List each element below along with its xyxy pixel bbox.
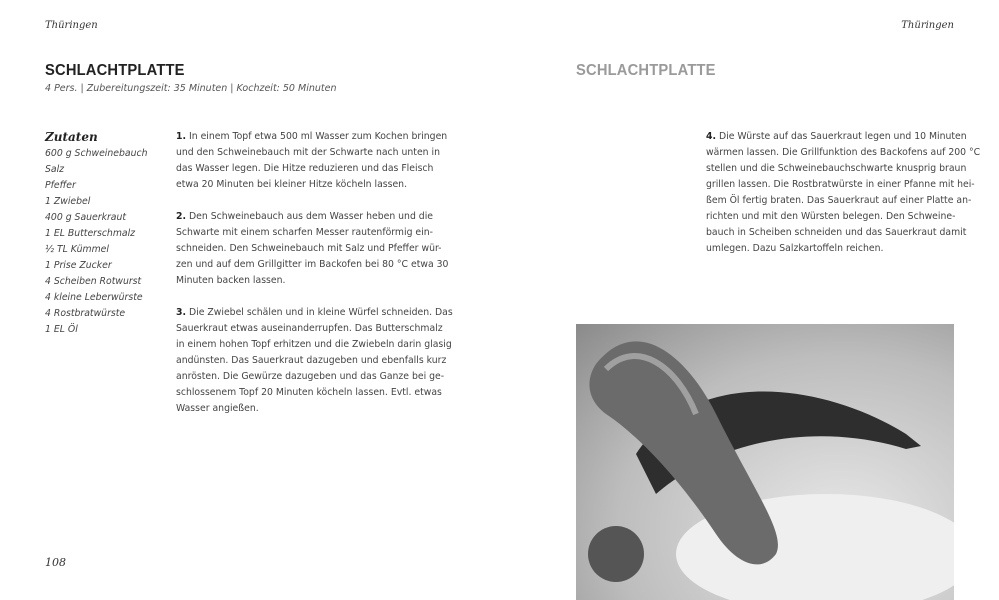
step-text: Den Schweinebauch aus dem Wasser heben und die	[188, 211, 434, 222]
ingredient-item: Salz	[45, 164, 65, 175]
ingredient-item: 1 Prise Zucker	[45, 260, 112, 271]
step-line	[706, 241, 954, 257]
step-line	[176, 161, 434, 177]
step-line	[176, 241, 442, 257]
ingredient-item: ½ TL Kümmel	[45, 244, 109, 255]
step-text: anrösten. Die Gewürze dazugeben und das Ganze bei ge-	[176, 371, 445, 382]
step-text: andünsten. Das Sauerkraut dazugeben und ebenfalls kurz	[176, 355, 447, 366]
ingredients-list	[45, 128, 165, 338]
ingredient-item: 1 EL Butterschmalz	[45, 228, 136, 239]
running-head-right: Thüringen	[901, 20, 954, 31]
ingredient-item: 1 EL Öl	[45, 324, 78, 335]
running-head-left: Thüringen	[45, 20, 98, 31]
step-line	[176, 225, 433, 241]
step-text: umlegen. Dazu Salzkartoffeln reichen.	[706, 243, 884, 254]
ingredient-item: 600 g Schweinebauch	[45, 148, 148, 159]
step-text: wärmen lassen. Die Grillfunktion des Backofens auf 200 °C	[706, 147, 981, 158]
step-line	[176, 385, 442, 401]
step-number: 1.	[176, 131, 187, 142]
step-number: 3.	[176, 307, 187, 318]
step-line	[176, 305, 453, 321]
steps-left	[176, 129, 453, 433]
step-text: in einem hohen Topf erhitzen und die Zwiebeln darin glasig	[176, 339, 452, 350]
step-line	[176, 129, 448, 145]
step-line	[176, 401, 424, 417]
step-text: schlossenem Topf 20 Minuten köcheln lassen. Evtl. etwas	[176, 387, 442, 398]
step-text: richten und mit den Würsten belegen. Den Schweine-	[706, 211, 956, 222]
step-text: Die Zwiebel schälen und in kleine Würfel schneiden. Das	[188, 307, 453, 318]
step-text: etwa 20 Minuten bei kleiner Hitze köcheln lassen.	[176, 179, 408, 190]
step-line	[176, 257, 449, 273]
step-paragraph	[176, 129, 448, 193]
step-text: und den Schweinebauch mit der Schwarte nach unten in	[176, 147, 440, 158]
step-text: bauch in Scheiben schneiden und das Sauerkraut damit	[706, 227, 967, 238]
step-number: 2.	[176, 211, 187, 222]
sausage-photo	[576, 324, 954, 600]
step-line	[176, 209, 434, 225]
ingredients-heading: Zutaten	[45, 130, 98, 144]
step-line	[706, 161, 967, 177]
step-line	[706, 129, 967, 145]
ingredient-item: 4 kleine Leberwürste	[45, 292, 143, 303]
step-line	[176, 353, 447, 369]
step-text: stellen und die Schweinebauchschwarte knusprig braun	[706, 163, 967, 174]
step-line	[706, 193, 972, 209]
step-paragraph	[176, 209, 449, 289]
step-text: Die Würste auf das Sauerkraut legen und 10 Minuten	[718, 131, 967, 142]
step-line	[706, 225, 967, 241]
recipe-title-right: SCHLACHTPLATTE	[576, 62, 716, 79]
step-text: Wasser angießen.	[176, 403, 259, 414]
step-line	[706, 145, 981, 161]
ingredient-item: 400 g Sauerkraut	[45, 212, 127, 223]
step-line	[176, 337, 452, 353]
step-line	[176, 321, 443, 337]
ingredient-item: 4 Scheiben Rotwurst	[45, 276, 142, 287]
ingredients	[45, 146, 165, 338]
step-line	[176, 177, 424, 193]
step-text: grillen lassen. Die Rostbratwürste in einer Pfanne mit hei-	[706, 179, 975, 190]
sausage-photo-icon	[576, 324, 954, 600]
ingredient-item: 4 Rostbratwürste	[45, 308, 126, 319]
step-text: das Wasser legen. Die Hitze reduzieren und das Fleisch	[176, 163, 434, 174]
steps-right	[706, 129, 981, 273]
step-line	[176, 145, 440, 161]
step-paragraph	[706, 129, 981, 257]
step-line	[706, 209, 954, 225]
step-number: 4.	[706, 131, 717, 142]
step-text: Sauerkraut etwas auseinanderrupfen. Das Butterschmalz	[176, 323, 443, 334]
step-paragraph	[176, 305, 453, 417]
step-text: Minuten backen lassen.	[176, 275, 286, 286]
step-line	[176, 273, 424, 289]
recipe-meta: 4 Pers. | Zubereitungszeit: 35 Minuten | Kochzeit: 50 Minuten	[45, 83, 337, 94]
step-line	[176, 369, 445, 385]
ingredient-item: Pfeffer	[45, 180, 76, 191]
step-text: In einem Topf etwa 500 ml Wasser zum Kochen bringen	[188, 131, 448, 142]
step-text: zen und auf dem Grillgitter im Backofen bei 80 °C etwa 30	[176, 259, 449, 270]
step-line	[706, 177, 975, 193]
page-number: 108	[45, 556, 66, 569]
step-text: Schwarte mit einem scharfen Messer rautenförmig ein-	[176, 227, 433, 238]
step-text: schneiden. Den Schweinebauch mit Salz und Pfeffer wür-	[176, 243, 442, 254]
ingredient-item: 1 Zwiebel	[45, 196, 91, 207]
step-text: ßem Öl fertig braten. Das Sauerkraut auf einer Platte an-	[706, 195, 972, 206]
recipe-title: SCHLACHTPLATTE	[45, 62, 185, 79]
